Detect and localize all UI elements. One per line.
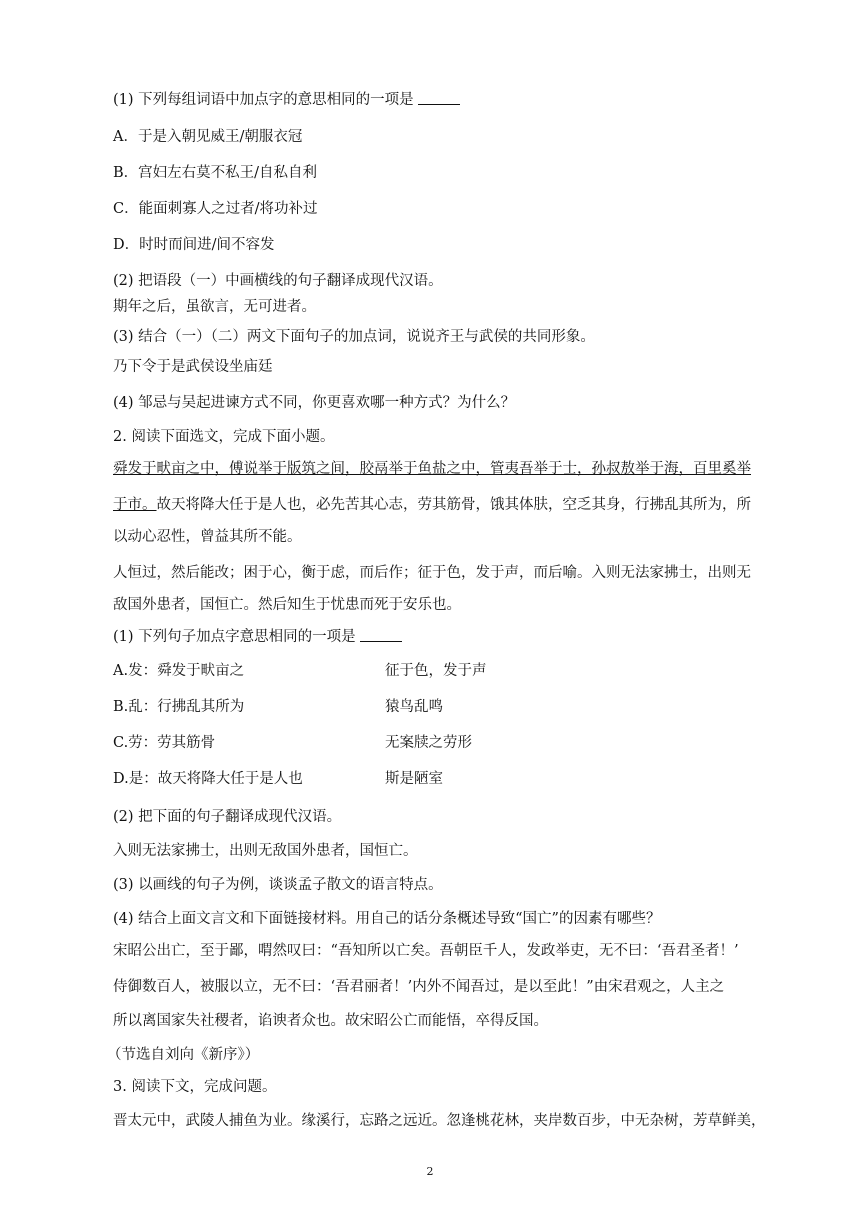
page-number: 2: [426, 1165, 434, 1178]
q1-sub1: (1) 下列每组词语中加点字的意思相同的一项是: [113, 90, 460, 110]
q2-option-b-right: 猿鸟乱鸣: [385, 699, 443, 715]
q2-sub1: (1) 下列句子加点字意思相同的一项是: [113, 627, 402, 647]
q2-link-line: 侍御数百人，被服以立，无不曰：‘吾君丽者！’内外不闻吾过，是以至此！”由宋君观之，人主之: [113, 979, 725, 995]
q1-sub4: (4) 邹忌与吴起进谏方式不同，你更喜欢哪一种方式？为什么？: [113, 395, 516, 411]
q3-passage-line: 晋太元中，武陵人捕鱼为业。缘溪行，忘路之远近。忽逢桃花林，夹岸数百步，中无杂树，芳草鲜美，: [113, 1113, 766, 1129]
q2-sub2: (2) 把下面的句子翻译成现代汉语。: [113, 809, 342, 825]
q1-sub2: (2) 把语段（一）中画横线的句子翻译成现代汉语。: [113, 273, 443, 289]
q2-passage-line: 人恒过，然后能改；困于心，衡于虑，而后作；征于色，发于声，而后喻。入则无法家拂士，出则无: [113, 565, 751, 581]
q1-option-b: B．宫妇左右莫不私王/自私自利: [113, 165, 318, 181]
q2-link-line: 所以离国家失社稷者，谄谀者众也。故宋昭公亡而能悟，卒得反国。: [113, 1013, 548, 1029]
q2-sub3: (3) 以画线的句子为例，谈谈孟子散文的语言特点。: [113, 877, 443, 893]
q1-sub3-text: 乃下令于是武侯设坐庙廷: [113, 359, 273, 375]
q1-option-d: D．时时而间进/间不容发: [113, 237, 275, 253]
q2-option-d-left: D.是：故天将降大任于是人也: [113, 771, 303, 787]
q2-option-d-right: 斯是陋室: [385, 771, 443, 787]
q2-option-c-right: 无案牍之劳形: [385, 735, 472, 751]
q2-option-a-left: A.发：舜发于畎亩之: [113, 663, 245, 679]
q2-passage-line: 敌国外患者，国恒亡。然后知生于忧患而死于安乐也。: [113, 597, 461, 613]
q1-sub3: (3) 结合（一）（二）两文下面句子的加点词，说说齐王与武侯的共同形象。: [113, 329, 595, 345]
q2-passage-line: 以动心忍性，曾益其所不能。: [113, 529, 302, 545]
q2-passage-line: 舜发于畎亩之中，傅说举于版筑之间，胶鬲举于鱼盐之中，管夷吾举于士，孙叔敖举于海，百里奚举: [113, 461, 751, 477]
q2-title: 2. 阅读下面选文，完成下面小题。: [113, 429, 335, 445]
q2-option-c-left: C.劳：劳其筋骨: [113, 735, 216, 751]
q2-option-a-right: 征于色，发于声: [385, 663, 487, 679]
q1-option-a: A．于是入朝见威王/朝服衣冠: [113, 129, 303, 145]
answer-blank: [418, 90, 460, 105]
q2-sub2-text: 入则无法家拂士，出则无敌国外患者，国恒亡。: [113, 843, 418, 859]
q2-passage-line: 于市。故天将降大任于是人也，必先苦其心志，劳其筋骨，饿其体肤，空乏其身，行拂乱其所为，所: [113, 497, 751, 513]
q1-sub2-text: 期年之后，虽欲言，无可进者。: [113, 299, 316, 315]
q2-option-b-left: B.乱：行拂乱其所为: [113, 699, 245, 715]
answer-blank: [360, 627, 402, 642]
q1-option-c: C．能面刺寡人之过者/将功补过: [113, 201, 318, 217]
q3-title: 3. 阅读下文，完成问题。: [113, 1079, 277, 1095]
q2-sub4: (4) 结合上面文言文和下面链接材料。用自己的话分条概述导致“国亡”的因素有哪些？: [113, 911, 661, 927]
q2-source: （节选自刘向《新序》）: [107, 1047, 260, 1063]
q2-link-line: 宋昭公出亡，至于鄙，喟然叹曰：“吾知所以亡矣。吾朝臣千人，发政举吏，无不曰：‘吾君圣者！’: [113, 943, 739, 959]
